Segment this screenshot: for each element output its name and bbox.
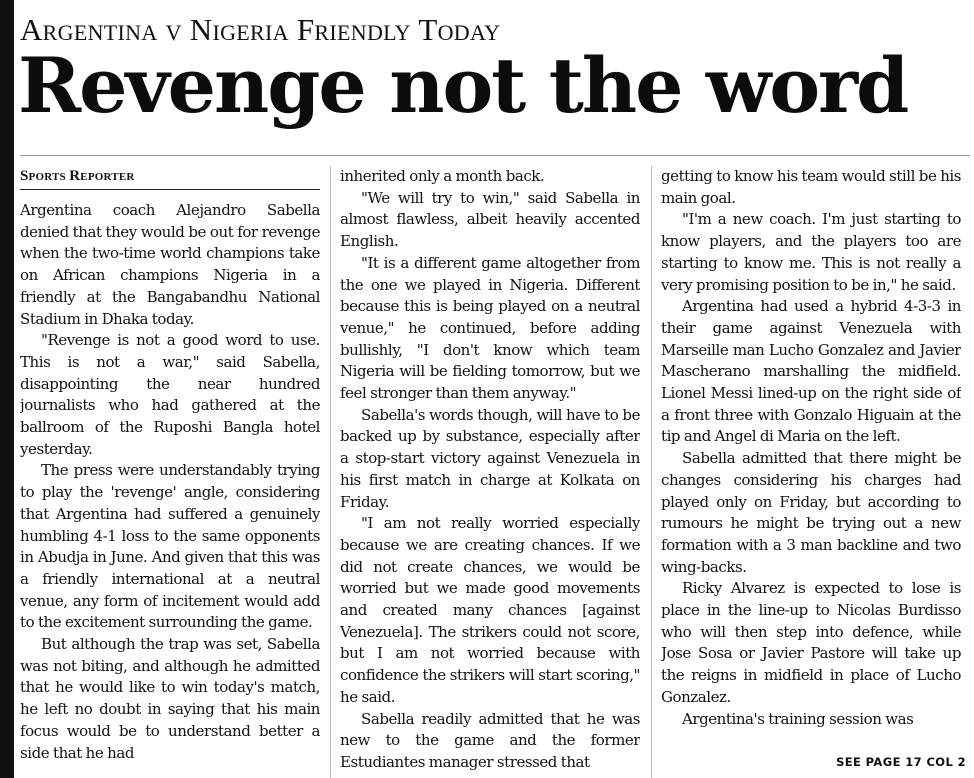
article-column-3 — [661, 166, 961, 778]
paragraph-continued: getting to know his team would still be his main goal. — [661, 167, 961, 207]
column-divider — [330, 166, 331, 778]
article-column-1 — [20, 166, 320, 778]
paragraph: But although the trap was set, Sabella was not biting, and although he admitted that he would like to win today's match, he left no doubt in saying that his main focus would be to understand better a side that he had — [20, 635, 320, 762]
continuation-jump-line: SEE PAGE 17 COL 2 — [828, 754, 966, 770]
paragraph: Sabella admitted that there might be changes considering his charges had played only on Friday, but according to rumours he might be trying out a new formation with a 3 man backline and two wing-backs. — [661, 449, 961, 576]
headline-divider — [20, 155, 970, 156]
paragraph: The press were understandably trying to play the 'revenge' angle, considering that Argentina had suffered a genuinely humbling 4-1 loss to the same opponents in Abudja in June. And given that this was a friendly international at a neutral venue, any form of incitement would add to the excitement surrounding the game. — [20, 461, 320, 632]
article-column-2 — [340, 166, 640, 778]
column-divider — [651, 166, 652, 778]
paragraph: Sabella readily admitted that he was new to the game and the former Estudiantes manager stressed that — [340, 709, 640, 771]
main-headline: Revenge not the word — [18, 41, 908, 130]
paragraph: "We will try to win," said Sabella in almost flawless, albeit heavily accented English. — [340, 188, 640, 251]
paragraph: Argentina's training session was — [682, 709, 914, 728]
paragraph: "Revenge is not a good word to use. This is not a war," said Sabella, disappointing the near hundred journalists who had gathered at the ballroom of the Ruposhi Bangla hotel yesterday. — [20, 331, 320, 458]
paragraph: Argentina coach Alejandro Sabella denied that they would be out for revenge when the two-time world champions take on African champions Nigeria in a friendly at the Bangabandhu National Stadium in Dhaka today. — [20, 201, 320, 328]
page-edge-bar — [0, 0, 14, 778]
paragraph: Argentina had used a hybrid 4-3-3 in their game against Venezuela with Marseille man Lucho Gonzalez and Javier Mascherano marshalling the midfield. Lionel Messi lined-up on the right side of a front three with Gonzalo Higuain at the tip and Angel di Maria on the left. — [661, 297, 961, 446]
paragraph: Ricky Alvarez is expected to lose is place in the line-up to Nicolas Burdisso who will then step into defence, while Jose Sosa or Javier Pastore will take up the reigns in midfield in place of Lucho Gonzalez. — [661, 579, 961, 706]
paragraph: Sabella's words though, will have to be backed up by substance, especially after a stop-start victory against Venezuela in his first match in charge at Kolkata on Friday. — [340, 405, 640, 511]
paragraph: "I'm a new coach. I'm just starting to know players, and the players too are starting to know me. This is not really a very promising position to be in," he said. — [661, 210, 961, 294]
kicker-headline: Argentina v Nigeria Friendly Today — [20, 12, 501, 47]
paragraph-continued: inherited only a month back. — [340, 167, 545, 185]
paragraph: "It is a different game altogether from the one we played in Nigeria. Different because this is being played on a neutral venue," he continued, before adding bullishly, "I don't know which team Nigeria will be fielding tomorrow, but we feel stronger than them anyway." — [340, 253, 640, 403]
byline: Sports Reporter — [20, 166, 320, 190]
paragraph: "I am not really worried especially because we are creating chances. If we did not create chances, we would be worried but we made good movements and created many chances [against Venezuela]. The strikers could not score, but I am not worried because with confidence the strikers will start scoring," he said. — [340, 514, 640, 706]
